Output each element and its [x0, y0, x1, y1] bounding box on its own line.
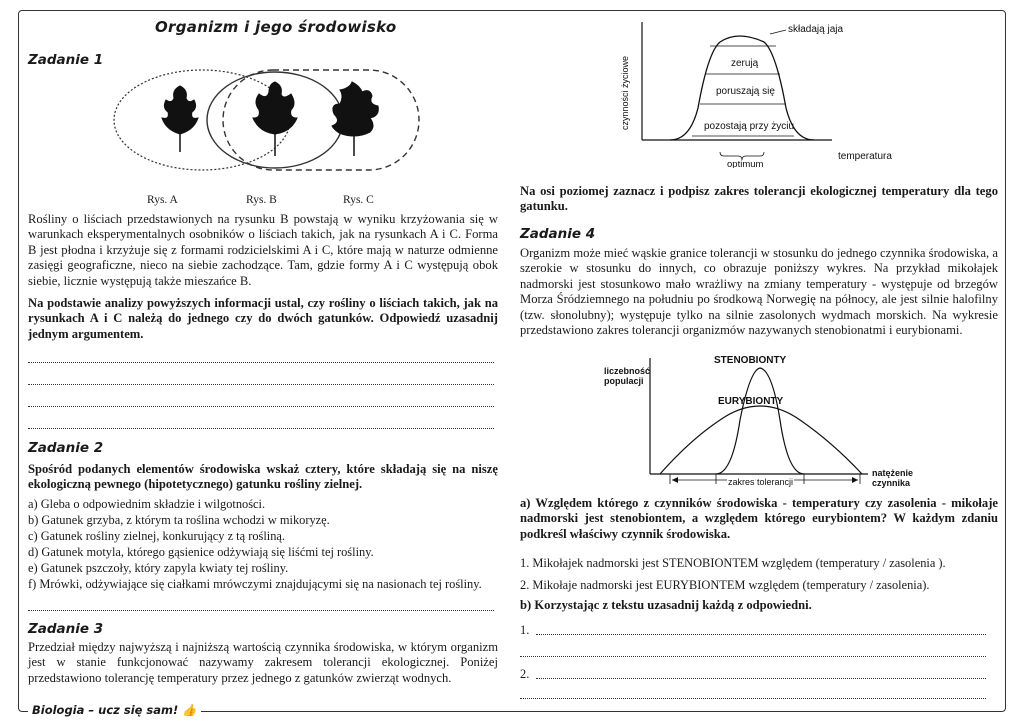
task3-text: Przedział między najwyższą i najniższą wartością czynnika środowiska, w którym organizm jest w stanie funkcjonować nazywamy zakresem tolerancji ekologicznej. Poniżej przedstawiono tolerancję temperatury przez jednego z gatunków zwierząt wodnych.: [28, 640, 498, 685]
answer-line[interactable]: [28, 610, 494, 611]
steno-label: STENOBIONTY: [714, 355, 787, 366]
task1-text: Rośliny o liściach przedstawionych na rysunku B powstają w wyniku krzyżowania się w warunkach eksperymentalnych osobników o liściach takich, jak na rysunkach A i C. Forma B jest płodna i krzyżuje się z formami rodzicielskimi A i C, które mają w naturze odmienne zasięgi geograficzne, nieco na siebie zachodzące. Tam, gdzie formy A i C występują obok siebie, licznie występują także mieszańce B.: [28, 212, 498, 288]
answer-line[interactable]: [536, 634, 986, 635]
task4-text: Organizm może mieć wąskie granice tolerancji w stosunku do jednego czynnika środowiska, a szerokie w stosunku do innych, co obrazuje poniższy wykres. Na przykład mikołajek nadmorski jest stosunkowo mało wrażliwy na zmiany temperatury - występuje od brzegów Morza Śródziemnego na południu po środkową Norwegię na północy, ale jest silnie halofilny (tzw. słonolubny); występuje tylko na silnie zasolonych wydmach morskich. Na wykresie przedstawiono zakres tolerancji organizmów nazywanych stenobionatmi i eurybionami.: [520, 246, 998, 338]
optimum-label: optimum: [727, 159, 764, 168]
answer-line[interactable]: [28, 428, 494, 429]
task4-heading: Zadanie 4: [520, 226, 596, 242]
page-title: Organizm i jego środowisko: [155, 18, 397, 36]
sentence-1: 1. Mikołajek nadmorski jest STENOBIONTEM względem (temperatury / zasolenia ).: [520, 556, 946, 570]
option-d: d) Gatunek motyla, którego gąsienice odżywiają się liśćmi tej rośliny.: [28, 545, 374, 559]
task1-question: Na podstawie analizy powyższych informacji ustal, czy rośliny o liściach takich, jak na rysunkach A i C należą do jednego czy do dwóch gatunków. Odpowiedź uzasadnij jednym argumentem.: [28, 296, 498, 341]
leaf-figure: [105, 68, 435, 208]
leaf-c-icon: [332, 82, 378, 156]
answer-number: 1.: [520, 623, 530, 637]
answer-line[interactable]: [28, 406, 494, 407]
eury-curve: [660, 406, 862, 474]
task4-question-b: b) Korzystając z tekstu uzasadnij każdą z odpowiedni.: [520, 598, 812, 612]
answer-line[interactable]: [28, 362, 494, 363]
answer-line[interactable]: [28, 384, 494, 385]
answer-line[interactable]: [520, 698, 986, 699]
leaf-b-icon: [253, 82, 297, 156]
level-label: pozostają przy życiu: [704, 121, 795, 132]
y-axis-label: populacji: [604, 376, 644, 386]
x-axis-label: natężenie: [872, 468, 914, 478]
leaf-a-icon: [162, 86, 198, 152]
task1-heading: Zadanie 1: [28, 52, 104, 68]
level-label: składają jaja: [788, 24, 844, 35]
caption-b: Rys. B: [246, 194, 277, 206]
level-label: poruszają się: [716, 86, 775, 97]
option-c: c) Gatunek rośliny zielnej, konkurujący z tą rośliną.: [28, 529, 286, 543]
task3-heading: Zadanie 3: [28, 621, 104, 637]
option-b: b) Gatunek grzyba, z którym ta roślina wchodzi w mikoryzę.: [28, 513, 330, 527]
steno-curve: [716, 368, 804, 474]
range-label: zakres tolerancji: [728, 477, 794, 487]
x-axis-label: czynnika: [872, 478, 911, 488]
option-f: f) Mrówki, odżywiające się ciałkami mrówczymi znajdującymi się na nasionach tej rośliny.: [28, 577, 482, 591]
task2-heading: Zadanie 2: [28, 440, 104, 456]
eury-label: EURYBIONTY: [718, 396, 784, 407]
answer-number: 2.: [520, 667, 530, 681]
option-e: e) Gatunek pszczoły, który zapyla kwiaty tej rośliny.: [28, 561, 289, 575]
caption-a: Rys. A: [147, 194, 178, 206]
option-a: a) Gleba o odpowiednim składzie i wilgotności.: [28, 497, 266, 511]
sentence-2: 2. Mikołaje nadmorski jest EURYBIONTEM względem (temperatury / zasolenia).: [520, 578, 930, 592]
task3-question: Na osi poziomej zaznacz i podpisz zakres tolerancji ekologicznej temperatury dla tego gatunku.: [520, 184, 998, 214]
x-axis-label: temperatura: [838, 151, 892, 162]
footer: [28, 703, 201, 717]
temperature-tolerance-chart: [612, 18, 902, 168]
y-axis-label: czynności życiowe: [620, 55, 630, 130]
answer-line[interactable]: [520, 656, 986, 657]
stenobiont-eurybiont-chart: [600, 350, 930, 490]
answer-line[interactable]: [536, 678, 986, 679]
task4-question-a: a) Względem którego z czynników środowiska - temperatury czy zasolenia - mikołaje nadmorski jest stenobiontem, a względem którego eurybiontem? W każdym zdaniu podkreśl właściwy czynnik środowiska.: [520, 496, 998, 541]
level-label: zerują: [731, 58, 759, 69]
thumbs-up-icon: 👍: [182, 703, 197, 717]
caption-c: Rys. C: [343, 194, 374, 206]
task2-question: Spośród podanych elementów środowiska wskaż cztery, które składają się na niszę ekologiczną pewnego (hipotetycznego) gatunku rośliny zielnej.: [28, 462, 498, 492]
y-axis-label: liczebność: [604, 366, 651, 376]
footer-text: Biologia – ucz się sam!: [32, 703, 179, 717]
